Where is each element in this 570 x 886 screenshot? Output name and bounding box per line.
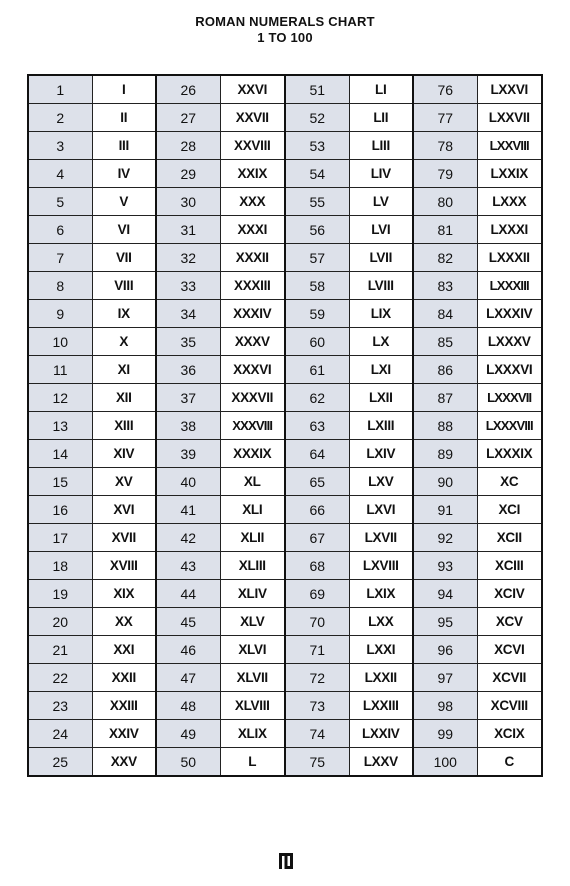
number-cell: 20 [28, 608, 92, 636]
roman-numerals-table [27, 74, 543, 777]
number-cell: 88 [413, 412, 477, 440]
number-cell: 51 [285, 75, 349, 104]
numeral-cell: XXI [92, 636, 156, 664]
number-cell: 3 [28, 132, 92, 160]
number-cell: 89 [413, 440, 477, 468]
numeral-cell: XLVI [220, 636, 285, 664]
numeral-cell: LXXXII [477, 244, 542, 272]
numeral-cell: XXIX [220, 160, 285, 188]
number-cell: 92 [413, 524, 477, 552]
table-row [28, 300, 542, 328]
numeral-cell: XXXIII [220, 272, 285, 300]
numeral-cell: XLVIII [220, 692, 285, 720]
number-cell: 100 [413, 748, 477, 777]
table-row [28, 692, 542, 720]
table-row [28, 748, 542, 777]
number-cell: 73 [285, 692, 349, 720]
number-cell: 58 [285, 272, 349, 300]
table-row [28, 272, 542, 300]
number-cell: 22 [28, 664, 92, 692]
table-row [28, 328, 542, 356]
number-cell: 30 [156, 188, 220, 216]
numeral-cell: XXII [92, 664, 156, 692]
number-cell: 48 [156, 692, 220, 720]
number-cell: 34 [156, 300, 220, 328]
table-body [28, 75, 542, 776]
number-cell: 31 [156, 216, 220, 244]
numeral-cell: XCI [477, 496, 542, 524]
numeral-cell: LXXII [349, 664, 413, 692]
numeral-cell: XXIII [92, 692, 156, 720]
table-row [28, 608, 542, 636]
number-cell: 96 [413, 636, 477, 664]
table-row [28, 356, 542, 384]
numeral-cell: XXXVII [220, 384, 285, 412]
numeral-cell: LXXVI [477, 75, 542, 104]
number-cell: 26 [156, 75, 220, 104]
number-cell: 65 [285, 468, 349, 496]
numeral-cell: XCIII [477, 552, 542, 580]
number-cell: 77 [413, 104, 477, 132]
number-cell: 66 [285, 496, 349, 524]
numeral-cell: XCIV [477, 580, 542, 608]
number-cell: 93 [413, 552, 477, 580]
numeral-cell: XCVI [477, 636, 542, 664]
number-cell: 42 [156, 524, 220, 552]
numeral-cell: LIV [349, 160, 413, 188]
number-cell: 83 [413, 272, 477, 300]
number-cell: 46 [156, 636, 220, 664]
table-row [28, 664, 542, 692]
number-cell: 27 [156, 104, 220, 132]
number-cell: 39 [156, 440, 220, 468]
numeral-cell: LIII [349, 132, 413, 160]
number-cell: 80 [413, 188, 477, 216]
table-row [28, 636, 542, 664]
number-cell: 90 [413, 468, 477, 496]
number-cell: 62 [285, 384, 349, 412]
numeral-cell: LXXIII [349, 692, 413, 720]
number-cell: 2 [28, 104, 92, 132]
table-row [28, 244, 542, 272]
number-cell: 18 [28, 552, 92, 580]
numeral-cell: I [92, 75, 156, 104]
number-cell: 82 [413, 244, 477, 272]
number-cell: 5 [28, 188, 92, 216]
numeral-cell: LXXXVII [477, 384, 542, 412]
chart-subtitle: 1 TO 100 [257, 30, 313, 45]
numeral-cell: XL [220, 468, 285, 496]
number-cell: 75 [285, 748, 349, 777]
numeral-cell: LXXXIII [477, 272, 542, 300]
table-row [28, 468, 542, 496]
table-row [28, 104, 542, 132]
numeral-cell: L [220, 748, 285, 777]
numeral-cell: XVIII [92, 552, 156, 580]
brand-logo-icon [279, 853, 293, 869]
numeral-cell: LVI [349, 216, 413, 244]
table-row [28, 384, 542, 412]
number-cell: 21 [28, 636, 92, 664]
numeral-cell: LXIV [349, 440, 413, 468]
numeral-cell: VII [92, 244, 156, 272]
number-cell: 74 [285, 720, 349, 748]
number-cell: 70 [285, 608, 349, 636]
number-cell: 40 [156, 468, 220, 496]
number-cell: 97 [413, 664, 477, 692]
numeral-cell: LXI [349, 356, 413, 384]
numeral-cell: LVIII [349, 272, 413, 300]
numeral-cell: XVII [92, 524, 156, 552]
numeral-cell: IX [92, 300, 156, 328]
table-row [28, 412, 542, 440]
numeral-cell: LXXIX [477, 160, 542, 188]
numeral-cell: LXVII [349, 524, 413, 552]
numeral-cell: XIII [92, 412, 156, 440]
number-cell: 19 [28, 580, 92, 608]
number-cell: 69 [285, 580, 349, 608]
number-cell: 17 [28, 524, 92, 552]
numeral-cell: XXXV [220, 328, 285, 356]
number-cell: 24 [28, 720, 92, 748]
numeral-cell: LXXVIII [477, 132, 542, 160]
numeral-cell: LXIX [349, 580, 413, 608]
numeral-cell: XLV [220, 608, 285, 636]
numeral-cell: XLIX [220, 720, 285, 748]
numeral-cell: LXIII [349, 412, 413, 440]
number-cell: 15 [28, 468, 92, 496]
number-cell: 91 [413, 496, 477, 524]
number-cell: 81 [413, 216, 477, 244]
numeral-cell: XLVII [220, 664, 285, 692]
table-row [28, 524, 542, 552]
number-cell: 60 [285, 328, 349, 356]
number-cell: 54 [285, 160, 349, 188]
table-row [28, 216, 542, 244]
numeral-cell: XCII [477, 524, 542, 552]
numeral-cell: LXXXIX [477, 440, 542, 468]
chart-title: ROMAN NUMERALS CHART [195, 14, 375, 29]
number-cell: 52 [285, 104, 349, 132]
table-row [28, 552, 542, 580]
numeral-cell: XXVIII [220, 132, 285, 160]
numeral-cell: LVII [349, 244, 413, 272]
numeral-cell: XLII [220, 524, 285, 552]
numeral-cell: LXXXI [477, 216, 542, 244]
number-cell: 85 [413, 328, 477, 356]
number-cell: 47 [156, 664, 220, 692]
numeral-cell: XXV [92, 748, 156, 777]
table-row [28, 75, 542, 104]
number-cell: 1 [28, 75, 92, 104]
numeral-cell: LXV [349, 468, 413, 496]
number-cell: 55 [285, 188, 349, 216]
numeral-cell: XIX [92, 580, 156, 608]
numeral-cell: LX [349, 328, 413, 356]
number-cell: 25 [28, 748, 92, 777]
numeral-cell: XCV [477, 608, 542, 636]
numeral-cell: II [92, 104, 156, 132]
numeral-cell: XLI [220, 496, 285, 524]
number-cell: 95 [413, 608, 477, 636]
numeral-cell: XCIX [477, 720, 542, 748]
numeral-cell: LIX [349, 300, 413, 328]
number-cell: 67 [285, 524, 349, 552]
numeral-cell: LXXIV [349, 720, 413, 748]
numeral-cell: LXX [349, 608, 413, 636]
numeral-cell: XI [92, 356, 156, 384]
numeral-cell: LXVIII [349, 552, 413, 580]
number-cell: 11 [28, 356, 92, 384]
number-cell: 78 [413, 132, 477, 160]
numeral-cell: XXVII [220, 104, 285, 132]
table-row [28, 720, 542, 748]
numeral-cell: LXXXIV [477, 300, 542, 328]
number-cell: 76 [413, 75, 477, 104]
numeral-cell: XXXVI [220, 356, 285, 384]
numeral-cell: LXXV [349, 748, 413, 777]
table-row [28, 160, 542, 188]
numeral-cell: LXVI [349, 496, 413, 524]
number-cell: 72 [285, 664, 349, 692]
number-cell: 68 [285, 552, 349, 580]
numeral-cell: LXXI [349, 636, 413, 664]
number-cell: 56 [285, 216, 349, 244]
numeral-cell: C [477, 748, 542, 777]
numeral-cell: LXXXVI [477, 356, 542, 384]
numeral-cell: LI [349, 75, 413, 104]
number-cell: 84 [413, 300, 477, 328]
number-cell: 13 [28, 412, 92, 440]
numeral-cell: X [92, 328, 156, 356]
number-cell: 87 [413, 384, 477, 412]
chart-header [0, 14, 570, 46]
numeral-cell: LXII [349, 384, 413, 412]
numeral-cell: LV [349, 188, 413, 216]
numeral-cell: III [92, 132, 156, 160]
number-cell: 7 [28, 244, 92, 272]
numeral-cell: IV [92, 160, 156, 188]
numeral-cell: XCVII [477, 664, 542, 692]
table-row [28, 132, 542, 160]
number-cell: 8 [28, 272, 92, 300]
table-row [28, 188, 542, 216]
numeral-cell: XXXIV [220, 300, 285, 328]
numeral-cell: LXXX [477, 188, 542, 216]
number-cell: 59 [285, 300, 349, 328]
numeral-cell: XIV [92, 440, 156, 468]
number-cell: 57 [285, 244, 349, 272]
number-cell: 53 [285, 132, 349, 160]
numeral-cell: VIII [92, 272, 156, 300]
numeral-cell: XLIII [220, 552, 285, 580]
number-cell: 98 [413, 692, 477, 720]
number-cell: 28 [156, 132, 220, 160]
numeral-cell: XV [92, 468, 156, 496]
number-cell: 29 [156, 160, 220, 188]
numeral-cell: XXXVIII [220, 412, 285, 440]
number-cell: 9 [28, 300, 92, 328]
number-cell: 4 [28, 160, 92, 188]
numeral-cell: XII [92, 384, 156, 412]
number-cell: 43 [156, 552, 220, 580]
number-cell: 6 [28, 216, 92, 244]
number-cell: 41 [156, 496, 220, 524]
numeral-cell: XXXI [220, 216, 285, 244]
number-cell: 44 [156, 580, 220, 608]
numeral-cell: XXXIX [220, 440, 285, 468]
number-cell: 38 [156, 412, 220, 440]
number-cell: 61 [285, 356, 349, 384]
number-cell: 16 [28, 496, 92, 524]
numeral-cell: XXXII [220, 244, 285, 272]
table-row [28, 496, 542, 524]
numeral-cell: VI [92, 216, 156, 244]
number-cell: 45 [156, 608, 220, 636]
numeral-cell: LXXXVIII [477, 412, 542, 440]
table-row [28, 580, 542, 608]
number-cell: 94 [413, 580, 477, 608]
number-cell: 79 [413, 160, 477, 188]
numeral-cell: XX [92, 608, 156, 636]
numeral-cell: XCVIII [477, 692, 542, 720]
table-row [28, 440, 542, 468]
number-cell: 23 [28, 692, 92, 720]
number-cell: 12 [28, 384, 92, 412]
numeral-cell: XXVI [220, 75, 285, 104]
numeral-cell: LII [349, 104, 413, 132]
number-cell: 10 [28, 328, 92, 356]
number-cell: 71 [285, 636, 349, 664]
numeral-cell: XC [477, 468, 542, 496]
number-cell: 37 [156, 384, 220, 412]
number-cell: 86 [413, 356, 477, 384]
numeral-cell: XXX [220, 188, 285, 216]
number-cell: 63 [285, 412, 349, 440]
numeral-cell: LXXVII [477, 104, 542, 132]
numeral-cell: XLIV [220, 580, 285, 608]
numeral-cell: XXIV [92, 720, 156, 748]
number-cell: 33 [156, 272, 220, 300]
numeral-cell: V [92, 188, 156, 216]
number-cell: 14 [28, 440, 92, 468]
number-cell: 36 [156, 356, 220, 384]
number-cell: 99 [413, 720, 477, 748]
number-cell: 35 [156, 328, 220, 356]
number-cell: 32 [156, 244, 220, 272]
number-cell: 64 [285, 440, 349, 468]
number-cell: 49 [156, 720, 220, 748]
number-cell: 50 [156, 748, 220, 777]
numeral-cell: XVI [92, 496, 156, 524]
numeral-cell: LXXXV [477, 328, 542, 356]
